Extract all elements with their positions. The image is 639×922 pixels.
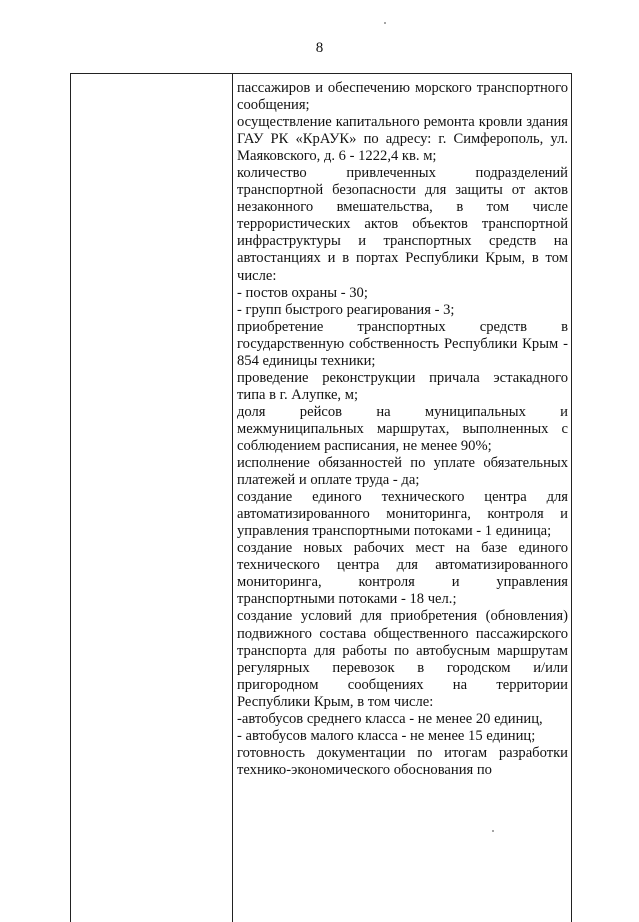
paragraph-rolling-stock: создание условий для приобретения (обновления) подвижного состава общественного пассажирского транспорта для работы по автобусным маршрутам регулярных перевозок в городском и/или пригородном сообщениях на территории Республики Крым, в том числе:	[237, 608, 568, 710]
scan-speck	[384, 22, 386, 24]
paragraph-pier-reconstruction: проведение реконструкции причала эстакадного типа в г. Алупке, м;	[237, 369, 568, 403]
paragraph-obligations: исполнение обязанностей по уплате обязательных платежей и оплате труда - да;	[237, 455, 568, 489]
paragraph-new-jobs: создание новых рабочих мест на базе единого технического центра для автоматизированного мониторинга, контроля и управления транспортными потоками - 18 чел.;	[237, 540, 568, 608]
document-table	[70, 73, 572, 922]
paragraph-security-units: количество привлеченных подразделений транспортной безопасности для защиты от актов незаконного вмешательства, в том числе террористических актов объектов транспортной инфраструктуры и транспортных средств на автостанциях и в портах Республики Крым, в том числе:	[237, 165, 568, 284]
paragraph-guard-posts: - постов охраны - 30;	[237, 284, 368, 301]
table-right-column	[237, 80, 568, 779]
paragraph-feasibility-study: готовность документации по итогам разработки технико-экономического обоснования по	[237, 744, 568, 778]
table-left-column	[71, 74, 233, 922]
paragraph-rapid-response: - групп быстрого реагирования - 3;	[237, 301, 455, 318]
paragraph-tech-center: создание единого технического центра для автоматизированного мониторинга, контроля и управления транспортными потоками - 1 единица;	[237, 489, 568, 540]
paragraph-passenger-sea-transport: пассажиров и обеспечению морского транспортного сообщения;	[237, 80, 568, 114]
paragraph-small-buses: - автобусов малого класса - не менее 15 единиц;	[237, 727, 536, 744]
paragraph-schedule-compliance: доля рейсов на муниципальных и межмуниципальных маршрутах, выполненных с соблюдением расписания, не менее 90%;	[237, 403, 568, 454]
paragraph-roof-repair: осуществление капитального ремонта кровли здания ГАУ РК «КрАУК» по адресу: г. Симферополь, ул. Маяковского, д. 6 - 1222,4 кв. м;	[237, 114, 568, 165]
page-number: 8	[315, 40, 324, 56]
paragraph-vehicle-purchase: приобретение транспортных средств в государственную собственность Республики Крым - 854 единицы техники;	[237, 318, 568, 369]
scan-speck	[492, 830, 494, 832]
paragraph-medium-buses: -автобусов среднего класса - не менее 20 единиц,	[237, 710, 543, 727]
